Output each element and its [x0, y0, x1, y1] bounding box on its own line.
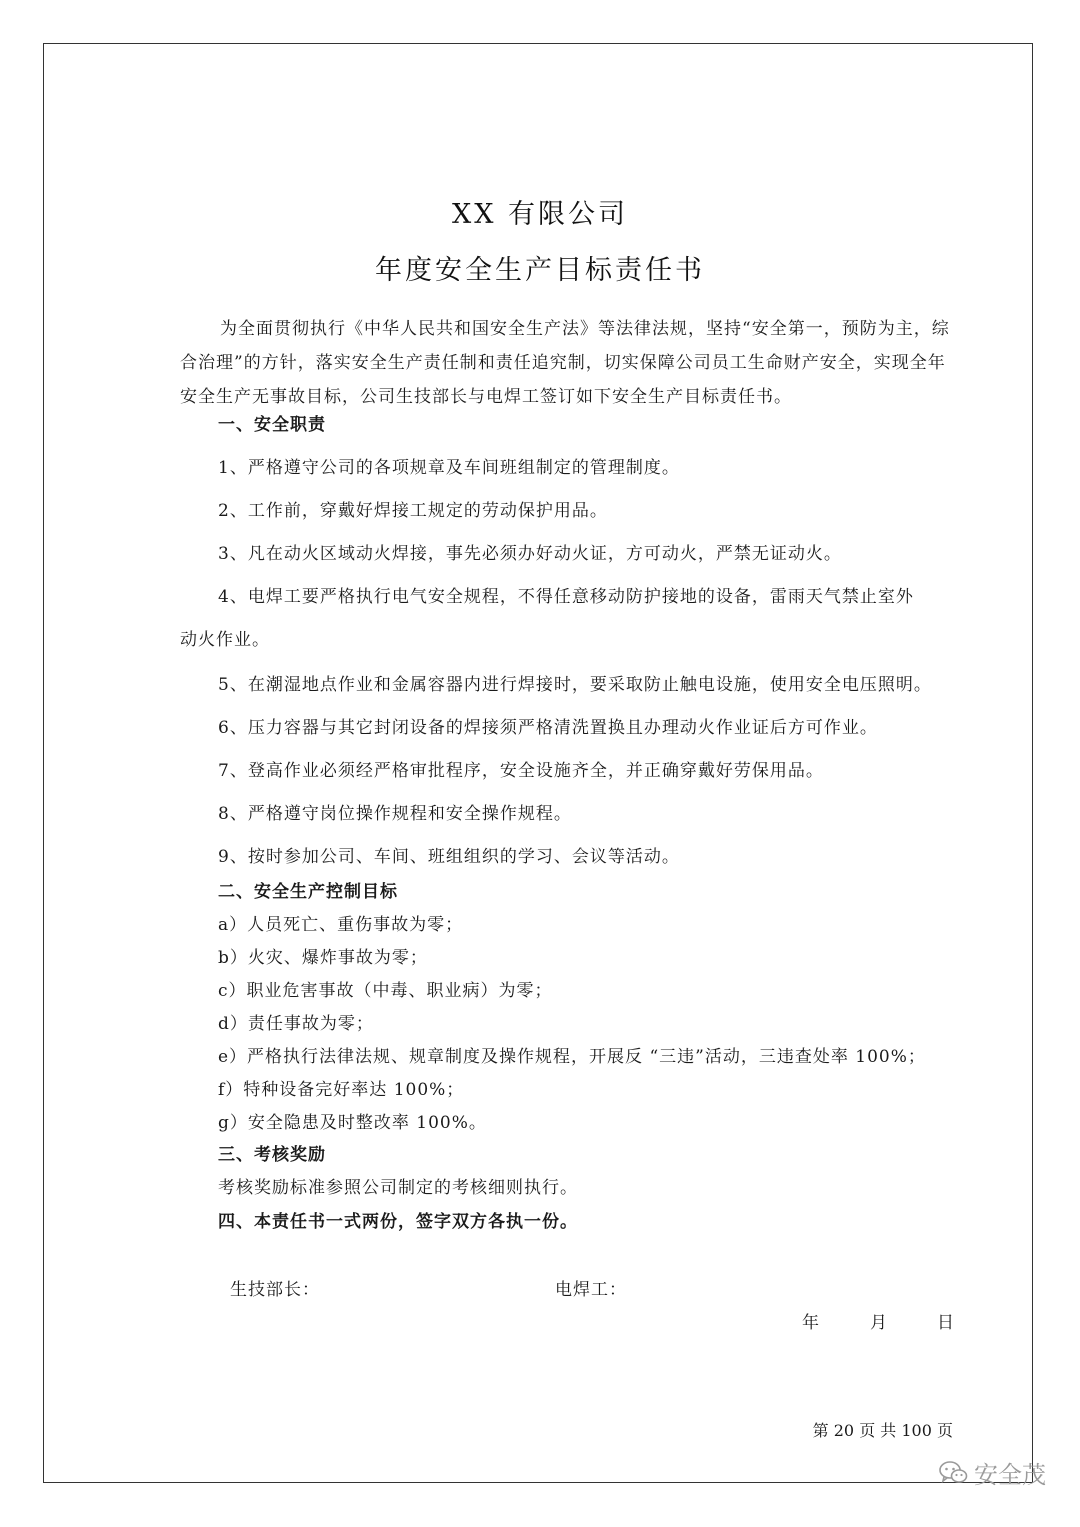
signature-label-welder: 电焊工： [555, 1280, 627, 1300]
duty-item: 5、在潮湿地点作业和金属容器内进行焊接时，要采取防止触电设施，使用安全电压照明。 [218, 675, 932, 695]
duty-item: 6、压力容器与其它封闭设备的焊接须严格清洗置换且办理动火作业证后方可作业。 [218, 718, 878, 738]
duty-item: 9、按时参加公司、车间、班组组织的学习、会议等活动。 [218, 847, 680, 867]
watermark [938, 1455, 1046, 1490]
target-item: b）火灾、爆炸事故为零； [218, 948, 428, 968]
date-month-label: 月 [870, 1313, 888, 1333]
section3-heading: 三、考核奖励 [218, 1145, 326, 1165]
target-item: g）安全隐患及时整改率 100%。 [218, 1113, 487, 1133]
wechat-icon [938, 1460, 968, 1486]
page-number: 第 20 页 共 100 页 [812, 1421, 953, 1440]
duty-item: 2、工作前，穿戴好焊接工规定的劳动保护用品。 [218, 501, 608, 521]
section3-text: 考核奖励标准参照公司制定的考核细则执行。 [218, 1178, 578, 1198]
duty-item: 4、电焊工要严格执行电气安全规程，不得任意移动防护接地的设备，雷雨天气禁止室外 [218, 587, 914, 607]
section4-heading: 四、本责任书一式两份，签字双方各执一份。 [218, 1212, 578, 1232]
duty-item: 8、严格遵守岗位操作规程和安全操作规程。 [218, 804, 572, 824]
date-day-label: 日 [937, 1313, 955, 1333]
target-item: e）严格执行法律法规、规章制度及操作规程，开展反 “三违”活动，三违查处率 100%； [218, 1047, 926, 1067]
intro-paragraph: 为全面贯彻执行《中华人民共和国安全生产法》等法律法规，坚持“安全第一，预防为主，综合治理”的方针，落实安全生产责任制和责任追究制，切实保障公司员工生命财产安全，实现全年安全生产无事故目标，公司生技部长与电焊工签订如下安全生产目标责任书。 [180, 319, 950, 407]
target-item: f）特种设备完好率达 100%； [218, 1080, 465, 1100]
watermark-text: 安全茂 [974, 1461, 1046, 1489]
company-title: XX 有限公司 [451, 199, 629, 230]
date-year-label: 年 [802, 1313, 820, 1333]
signature-label-director: 生技部长： [230, 1280, 320, 1300]
target-item: c）职业危害事故（中毒、职业病）为零； [218, 981, 553, 1001]
target-item: d）责任事故为零； [218, 1014, 374, 1034]
duty-item: 1、严格遵守公司的各项规章及车间班组制定的管理制度。 [218, 458, 680, 478]
duty-item: 7、登高作业必须经严格审批程序，安全设施齐全，并正确穿戴好劳保用品。 [218, 761, 824, 781]
target-item: a）人员死亡、重伤事故为零； [218, 915, 464, 935]
section2-heading: 二、安全生产控制目标 [218, 882, 398, 902]
duty-item: 3、凡在动火区域动火焊接，事先必须办好动火证，方可动火，严禁无证动火。 [218, 544, 842, 564]
section1-heading: 一、安全职责 [218, 415, 326, 435]
document-title: 年度安全生产目标责任书 [375, 255, 705, 286]
duty-item-continued: 动火作业。 [180, 630, 270, 650]
